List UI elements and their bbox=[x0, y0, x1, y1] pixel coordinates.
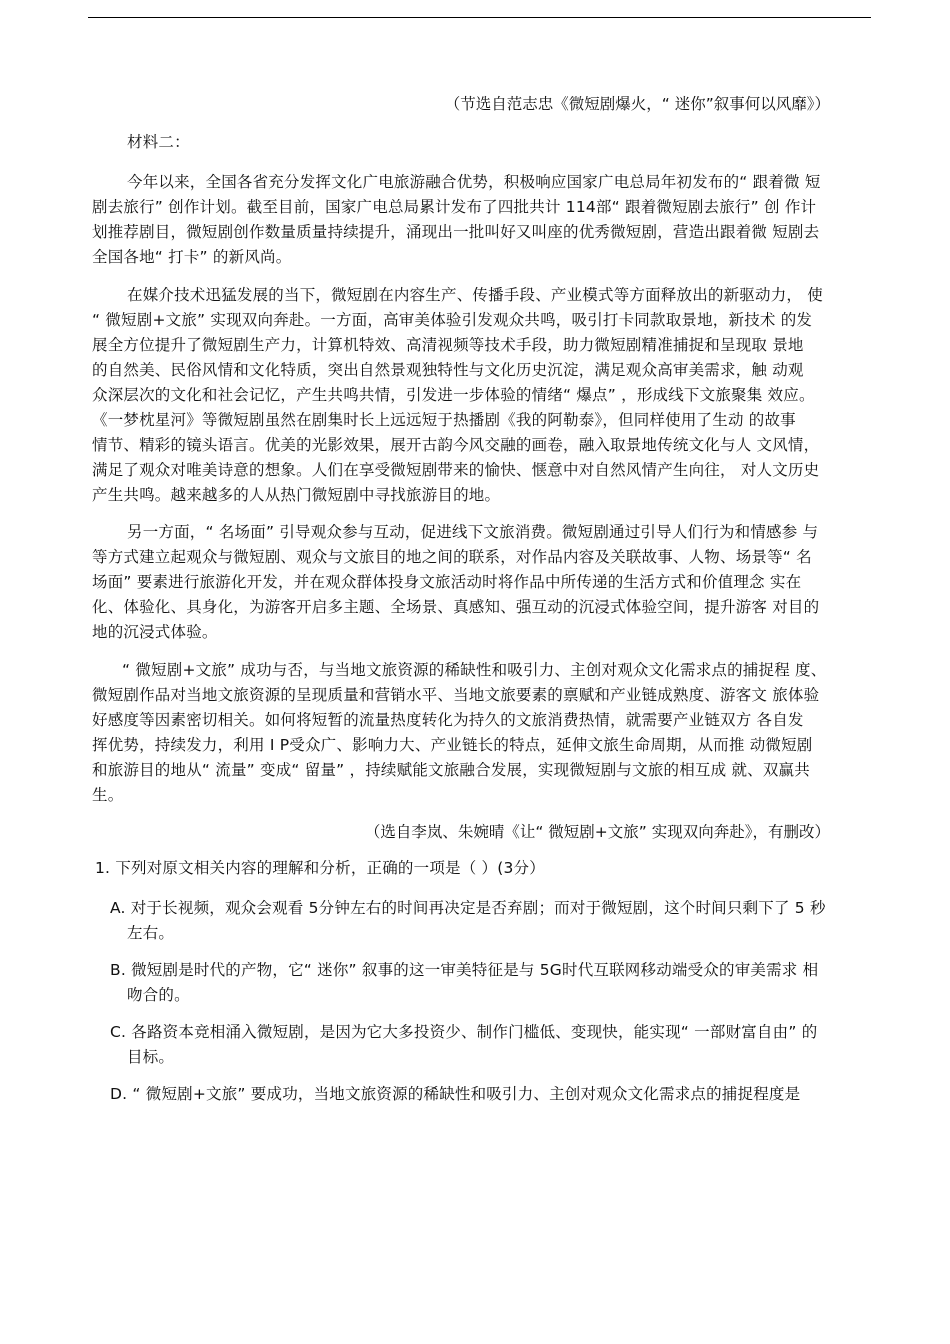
paragraph-line: 等方式建立起观众与微短剧、观众与文旅目的地之间的联系，对作品内容及关联故事、人物、场景等“ 名 bbox=[92, 548, 812, 566]
paragraph-line: 化、体验化、具身化，为游客开启多主题、全场景、真感知、强互动的沉浸式体验空间，提升游客 对目的 bbox=[92, 598, 820, 616]
option-line: 目标。 bbox=[127, 1048, 175, 1066]
paragraph-line: 情节、精彩的镜头语言。优美的光影效果，展开古韵今风交融的画卷，融入取景地传统文化与人 文风情， bbox=[92, 436, 820, 454]
paragraph-line: 众深层次的文化和社会记忆，产生共鸣共情，引发进一步体验的情绪“ 爆点” ，形成线下文旅聚集 效应。 bbox=[92, 386, 815, 404]
paragraph-line: 场面” 要素进行旅游化开发，并在观众群体投身文旅活动时将作品中所传递的生活方式和价值理念 实在 bbox=[92, 573, 802, 591]
paragraph-line: 全国各地“ 打卡” 的新风尚。 bbox=[92, 248, 292, 266]
paragraph-line: 好感度等因素密切相关。如何将短暂的流量热度转化为持久的文旅消费热情，就需要产业链双方 各自发 bbox=[92, 711, 804, 729]
paragraph-line: “ 微短剧+文旅” 成功与否，与当地文旅资源的稀缺性和吸引力、主创对观众文化需求点的捕捉程 度、 bbox=[122, 661, 827, 679]
paragraph-line: 微短剧作品对当地文旅资源的呈现质量和营销水平、当地文旅要素的禀赋和产业链成熟度、游客文 旅体验 bbox=[92, 686, 820, 704]
paragraph-line: 和旅游目的地从“ 流量” 变成“ 留量” ，持续赋能文旅融合发展，实现微短剧与文旅的相互成 就、双赢共 bbox=[92, 761, 810, 779]
option-line: D. “ 微短剧+文旅” 要成功，当地文旅资源的稀缺性和吸引力、主创对观众文化需求点的捕捉程度是 bbox=[110, 1085, 801, 1103]
question-1-stem: 1. 下列对原文相关内容的理解和分析，正确的一项是（ ）(3分） bbox=[95, 859, 545, 877]
option-line: 吻合的。 bbox=[127, 986, 190, 1004]
paragraph-line: 展全方位提升了微短剧生产力，计算机特效、高清视频等技术手段，助力微短剧精准捕捉和呈现取 景地 bbox=[92, 336, 804, 354]
paragraph-line: 的自然美、民俗风情和文化特质，突出自然景观独特性与文化历史沉淀，满足观众高审美需求，触 动观 bbox=[92, 361, 804, 379]
paragraph-line: 另一方面，“ 名场面” 引导观众参与互动，促进线下文旅消费。微短剧通过引导人们行为和情感参 与 bbox=[127, 523, 819, 541]
paragraph-line: “ 微短剧+文旅” 实现双向奔赴。一方面，高审美体验引发观众共鸣，吸引打卡同款取景地，新技术 的发 bbox=[92, 311, 813, 329]
paragraph-line: 剧去旅行” 创作计划。截至目前，国家广电总局累计发布了四批共计 114部“ 跟着微短剧去旅行” 创 作计 bbox=[92, 198, 817, 216]
option-line: B. 微短剧是时代的产物，它“ 迷你” 叙事的这一审美特征是与 5G时代互联网移动端受众的审美需求 相 bbox=[110, 961, 819, 979]
paragraph-line: 划推荐剧目，微短剧创作数量质量持续提升，涌现出一批叫好又叫座的优秀微短剧，营造出跟着微 短剧去 bbox=[92, 223, 820, 241]
source-citation-2: （选自李岚、朱婉晴《让“ 微短剧+文旅” 实现双向奔赴》，有删改） bbox=[364, 823, 830, 841]
paragraph-line: 在媒介技术迅猛发展的当下，微短剧在内容生产、传播手段、产业模式等方面释放出的新驱动力， 使 bbox=[127, 286, 823, 304]
paragraph-line: 满足了观众对唯美诗意的想象。人们在享受微短剧带来的愉快、惬意中对自然风情产生向往， 对人文历史 bbox=[92, 461, 820, 479]
paragraph-line: 生。 bbox=[92, 786, 124, 804]
material-2-heading: 材料二： bbox=[127, 133, 190, 151]
top-rule bbox=[88, 17, 871, 18]
option-line: A. 对于长视频，观众会观看 5分钟左右的时间再决定是否弃剧；而对于微短剧，这个时间只剩下了 5 秒 bbox=[110, 899, 826, 917]
option-line: 左右。 bbox=[127, 924, 175, 942]
source-citation-1: （节选自范志忠《微短剧爆火，“ 迷你”叙事何以风靡》） bbox=[444, 95, 830, 113]
paragraph-line: 《一梦枕星河》等微短剧虽然在剧集时长上远远短于热播剧《我的阿勒泰》，但同样使用了生动 的故事 bbox=[92, 411, 796, 429]
paragraph-line: 今年以来，全国各省充分发挥文化广电旅游融合优势，积极响应国家广电总局年初发布的“ 跟着微 短 bbox=[127, 173, 821, 191]
paragraph-line: 地的沉浸式体验。 bbox=[92, 623, 218, 641]
paragraph-line: 挥优势，持续发力，利用 I P受众广、影响力大、产业链长的特点，延伸文旅生命周期，从而推 动微短剧 bbox=[92, 736, 813, 754]
paragraph-line: 产生共鸣。越来越多的人从热门微短剧中寻找旅游目的地。 bbox=[92, 486, 501, 504]
option-line: C. 各路资本竞相涌入微短剧，是因为它大多投资少、制作门槛低、变现快，能实现“ 一部财富自由” 的 bbox=[110, 1023, 818, 1041]
